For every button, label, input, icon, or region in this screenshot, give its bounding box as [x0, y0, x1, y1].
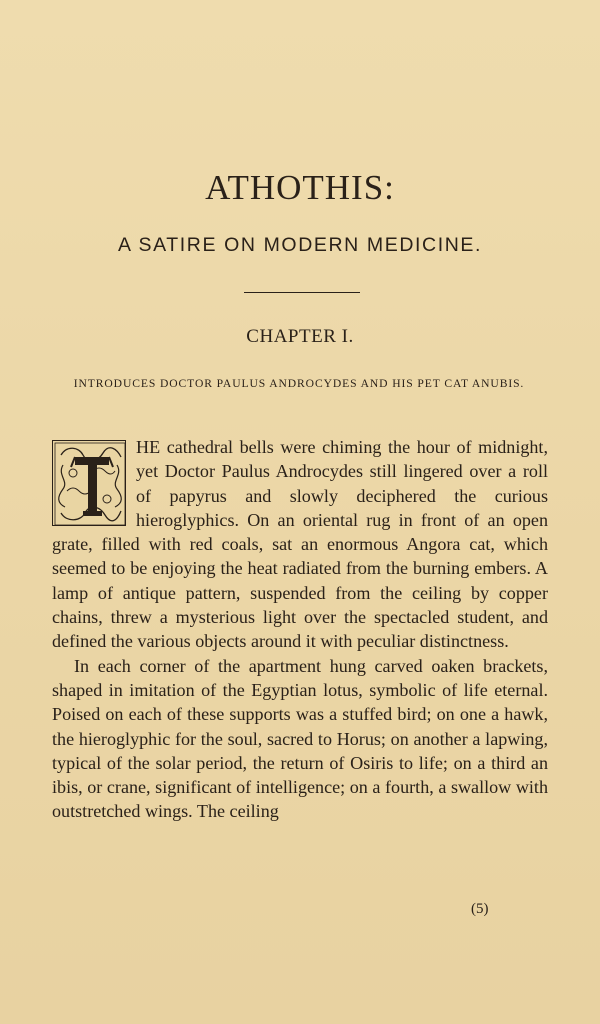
body-text: [52, 435, 548, 824]
drop-cap-letter: [73, 445, 120, 521]
paragraph-1-text: HE cathedral bells were chiming the hour of midnight, yet Doctor Paulus Androcydes still lingered over a roll of papyrus and slowly deciphered the curious hieroglyphics. On an oriental rug in front of an open grate, filled with red coals, sat an enormous Angora cat, which seemed to be enjoying the heat radiated from the burning embers. A lamp of antique pattern, suspended from the ceiling by copper chains, threw a mysterious light over the spectacled student, and defined the various objects around it with peculiar distinctness.: [52, 437, 548, 652]
chapter-heading: CHAPTER I.: [246, 326, 354, 347]
paragraph-first: [52, 435, 548, 654]
paragraph-second: In each corner of the apartment hung carved oaken brackets, shaped in imitation of the Egyptian lotus, symbolic of life eternal. Poised on each of these supports was a stuffed bird; on one a hawk, the hieroglyphic for the soul, sacred to Horus; on another a lapwing, typical of the solar period, the return of Osiris to life; on a third an ibis, or crane, significant of intelligence; on a fourth, a swallow with outstretched wings. The ceiling: [52, 655, 548, 822]
title-divider: [244, 292, 360, 293]
page-title: ATHOTHIS:: [205, 168, 395, 207]
chapter-intro: INTRODUCES DOCTOR PAULUS ANDROCYDES AND HIS PET CAT ANUBIS.: [73, 377, 525, 390]
page-subtitle: A SATIRE ON MODERN MEDICINE.: [117, 234, 483, 256]
drop-cap-ornament: [52, 440, 126, 526]
page-number: (5): [471, 901, 489, 917]
